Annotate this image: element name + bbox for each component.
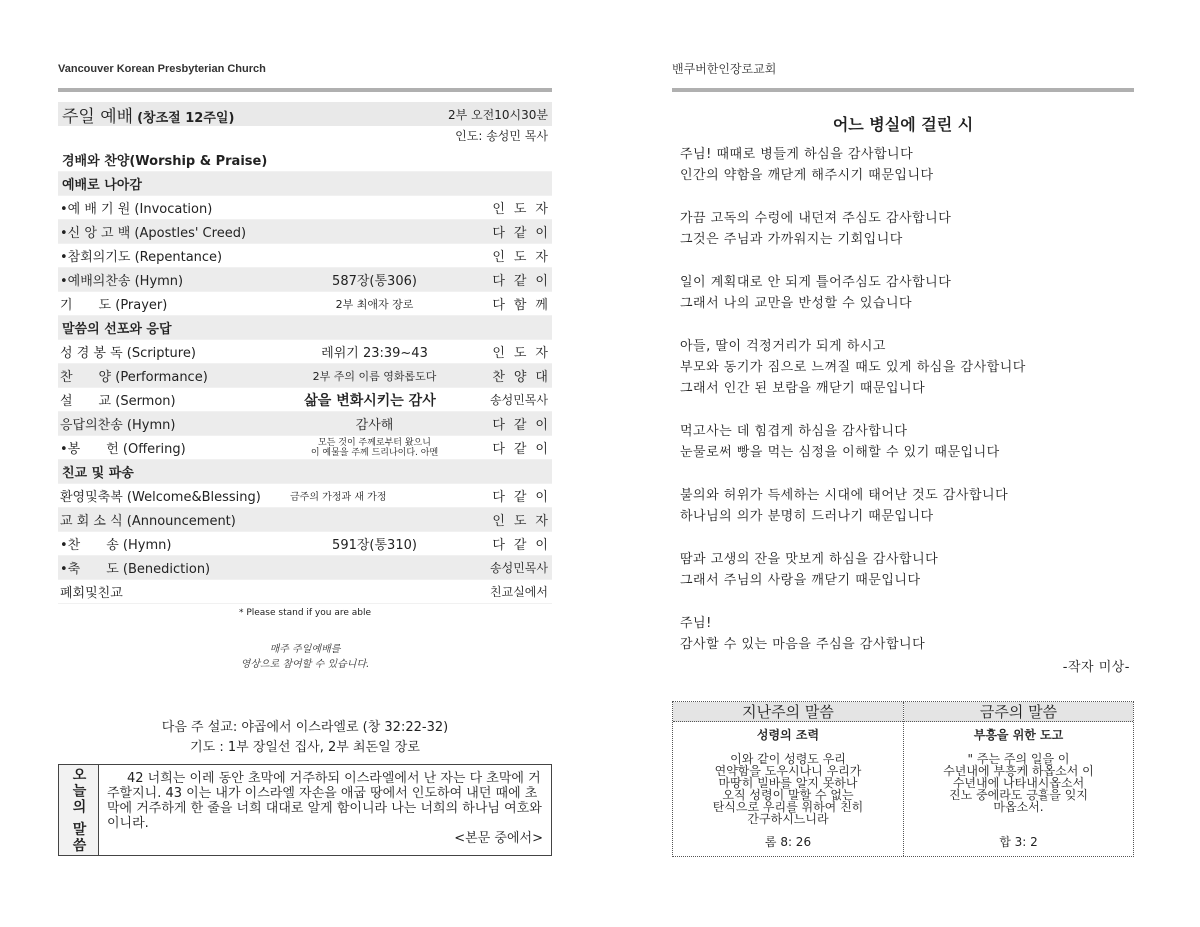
order-item: •예 배 기 원 (Invocation) (60, 202, 213, 217)
order-row-scripture (58, 340, 557, 364)
order-person: 다같이 (492, 418, 557, 433)
order-row-announcement (58, 508, 557, 532)
order-person: 다같이 (492, 538, 557, 553)
header-divider (672, 88, 1134, 92)
order-row-hymn (58, 268, 557, 292)
poem-title: 어느 병실에 걸린 시 (832, 115, 974, 134)
order-item: 찬 양 (Performance) (60, 370, 208, 385)
order-detail: 2부 최애자 장로 (335, 297, 414, 311)
order-person: 다같이 (492, 442, 557, 457)
service-leader: 인도: 송성민 목사 (455, 129, 548, 143)
order-item: 응답의찬송 (Hymn) (60, 418, 176, 433)
this-week-word (903, 702, 1133, 856)
last-week-subtitle: 성령의 조력 (756, 728, 820, 742)
service-title-row (58, 102, 552, 126)
poem-author: -작자 미상- (1062, 660, 1130, 675)
today-word-text: 42 너희는 이레 동안 초막에 거주하되 이스라엘에서 난 자는 다 초막에 거주할지니. 43 이는 내가 이스라엘 자손을 애굽 땅에서 인도하여 내던 때에 초막에 거주하게 한 줄을 너희 대대로 알게 함이니라 나는 너희의 하나님 여호와이니라. (107, 771, 542, 831)
order-item: 폐회및친교 (60, 586, 123, 601)
order-person: 다같이 (492, 226, 557, 241)
order-item: •축 도 (Benediction) (60, 562, 211, 577)
order-item: •예배의찬송 (Hymn) (60, 274, 184, 289)
words-table (672, 701, 1134, 857)
order-detail: 2부 주의 이름 영화롭도다 (312, 369, 437, 383)
this-week-subtitle: 부흥을 위한 도고 (973, 728, 1064, 742)
section-fellowship: 친교 및 파송 (58, 460, 552, 484)
poem-stanza: 아들, 딸이 걱정거리가 되게 하시고 부모와 동기가 짐으로 느껴질 때도 있게 하심을 감사합니다 그래서 인간 된 보람을 깨닫기 때문입니다 (680, 339, 1026, 396)
order-detail: 587장(통306) (332, 274, 417, 289)
order-detail: 금주의 가정과 새 가정 (290, 492, 387, 503)
service-time: 2부 오전10시30분 (448, 107, 548, 122)
order-row-invocation (58, 196, 557, 220)
order-row-repentance (58, 244, 557, 268)
poem-body (672, 144, 1134, 678)
order-row-response-hymn (58, 412, 557, 436)
order-row-welcome (58, 484, 557, 508)
order-row-closing (58, 580, 552, 604)
poem-stanza: 땀과 고생의 잔을 맛보게 하심을 감사합니다 그래서 주님의 사랑을 깨닫기 때문입니다 (680, 552, 939, 588)
bulletin-right-page (672, 58, 1134, 849)
order-person: 인도자 (492, 250, 557, 265)
poem-stanza: 주님! 때때로 병들게 하심을 감사합니다 인간의 약함을 깨닫게 해주시기 때문입니다 (680, 147, 934, 183)
order-row-benediction (58, 556, 552, 580)
order-detail (268, 438, 481, 458)
last-week-text: 이와 같이 성령도 우리 연약함을 도우시나니 우리가 마땅히 빌바를 알지 못하나 오직 성령이 말할 수 없는 탄식으로 우리를 위하여 친히 간구하시느니라 (712, 752, 864, 826)
order-person: 송성민목사 (490, 561, 548, 575)
order-row-offering (58, 436, 557, 460)
order-person: 다같이 (492, 274, 557, 289)
poem-stanza: 주님! 감사할 수 있는 마음을 주심을 감사합니다 (680, 616, 926, 652)
order-person: 송성민목사 (490, 393, 548, 407)
order-person: 찬양대 (492, 370, 557, 385)
order-person: 친교실에서 (490, 585, 548, 599)
next-week-info (58, 718, 552, 758)
order-row-closing-hymn (58, 532, 557, 556)
section-worship: 경배와 찬양(Worship & Praise) (58, 148, 552, 172)
section-word: 말씀의 선포와 응답 (58, 316, 552, 340)
order-item: 환영및축복 (Welcome&Blessing) (60, 490, 261, 505)
order-row-sermon (58, 388, 552, 412)
order-item: 설 교 (Sermon) (60, 394, 176, 409)
order-detail: 591장(통310) (332, 538, 417, 553)
order-item: 성 경 봉 독 (Scripture) (60, 346, 196, 361)
section-approach: 예배로 나아감 (58, 172, 552, 196)
order-detail: 레위기 23:39~43 (321, 346, 428, 361)
last-week-word (673, 702, 903, 856)
service-title: 주일 예배 (창조절 12주일) (62, 106, 235, 127)
this-week-reference: 합 3: 2 (999, 835, 1038, 849)
church-english-name: Vancouver Korean Presbyterian Church (58, 63, 266, 75)
order-person: 다함께 (492, 298, 557, 313)
last-week-header: 지난주의 말씀 (673, 702, 903, 722)
bulletin-left-page (58, 58, 557, 854)
offering-line-2: 이 예물을 주께 드리나이다. 아멘 (310, 447, 439, 458)
order-item: •봉 헌 (Offering) (60, 442, 186, 457)
order-person: 인도자 (492, 346, 557, 361)
header-divider (58, 88, 552, 92)
sermon-title: 삶을 변화시키는 감사 (304, 392, 436, 409)
next-week-prayer: 기도 : 1부 장일선 집사, 2부 최돈일 장로 (190, 740, 420, 755)
offering-line-1: 모든 것이 주께로부터 왔으니 (318, 437, 431, 448)
order-row-prayer (58, 292, 557, 316)
order-item: •참회의기도 (Repentance) (60, 250, 223, 265)
poem-stanza: 가끔 고독의 수렁에 내던져 주심도 감사합니다 그것은 주님과 가까워지는 기회입니다 (680, 211, 952, 247)
today-word-label: 오늘의 말씀 (70, 766, 87, 854)
order-item: •신 앙 고 백 (Apostles' Creed) (60, 226, 247, 241)
this-week-text: " 주는 주의 일을 이 수년내에 부흥케 하옵소서 이 수년내에 나타내시옵소서 진노 중에라도 긍휼을 잊지 마옵소서. (943, 752, 1094, 814)
today-word-label-cell (59, 765, 99, 855)
poem-stanza: 불의와 허위가 득세하는 시대에 태어난 것도 감사합니다 하나님의 의가 분명히 드러나기 때문입니다 (680, 488, 1009, 524)
order-of-worship (58, 148, 557, 604)
today-word-body (99, 765, 551, 855)
order-item: 교 회 소 식 (Announcement) (60, 514, 236, 529)
last-week-reference: 롬 8: 26 (764, 835, 812, 849)
order-person: 다같이 (492, 490, 557, 505)
order-row-performance (58, 364, 557, 388)
today-word-box (58, 764, 552, 856)
video-worship-note: 매주 주일예배를 영상으로 참여할 수 있습니다. (240, 644, 370, 670)
church-korean-name: 밴쿠버한인장로교회 (672, 62, 777, 76)
order-item: 기 도 (Prayer) (60, 298, 168, 313)
order-person: 인도자 (492, 514, 557, 529)
poem-stanza: 일이 계획대로 안 되게 틀어주심도 감사합니다 그래서 나의 교만을 반성할 수 있습니다 (680, 275, 952, 311)
this-week-header: 금주의 말씀 (904, 702, 1133, 722)
order-detail: 감사해 (355, 418, 394, 433)
next-week-sermon: 다음 주 설교: 야곱에서 이스라엘로 (창 32:22-32) (161, 720, 449, 735)
order-row-creed (58, 220, 557, 244)
poem-stanza: 먹고사는 데 힘겹게 하심을 감사합니다 눈물로써 빵을 먹는 심정을 이해할 수 있기 때문입니다 (680, 424, 1000, 460)
today-word-source: <본문 중에서> (454, 831, 543, 846)
order-person: 인도자 (492, 202, 557, 217)
stand-note: * Please stand if you are able (238, 608, 372, 618)
order-item: •찬 송 (Hymn) (60, 538, 172, 553)
service-subtitle: (창조절 12주일) (137, 110, 235, 126)
